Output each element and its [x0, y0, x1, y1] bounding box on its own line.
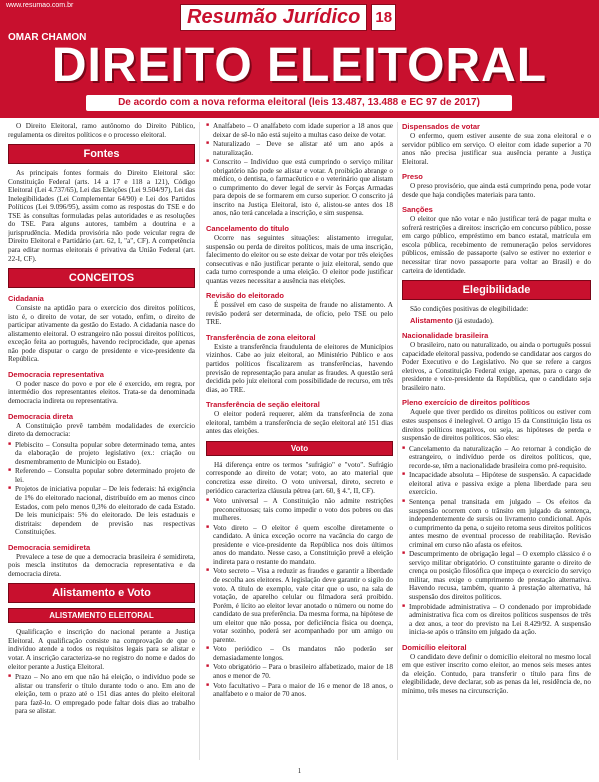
brand-number: 18	[371, 4, 396, 31]
voto-text: Há diferença entre os termos "sufrágio" e "voto". Sufrágio corresponde ao direito de votar; voto, ao ato material que concretiza esse direito. O voto universal, direto, secreto e periódico caracteriza cláusula pétrea (art. 60, § 4.º, II, CF).	[206, 460, 393, 495]
democracia-direta-list	[8, 441, 195, 537]
cancelamento-text: Ocorre nas seguintes situações: alistamento irregular, suspensão ou perda de direitos políticos, mais de uma inscrição, falecimento do eleitor ou se este deixar de votar por três eleições consecutivas e não justificar perante o juiz eleitoral, sendo que cada turno corresponde a uma eleição. O eleitor pode justificar quantas vezes necessitar a ausência nas eleições.	[206, 234, 393, 285]
democracia-representativa-text: O poder nasce do povo e por ele é exercido, em regra, por intermédio dos representantes eleitos. Trata-se da denominada democracia indireta ou representativa.	[8, 379, 195, 406]
democracia-representativa-heading: Democracia representativa	[8, 369, 104, 379]
list-item: ■ Voto secreto – Visa a reduzir as fraudes e garantir a liberdade de escolha aos eleitores. A legislação deve garantir o sigilo do voto. A título de exemplo, vale citar que o uso, na sala de votação, de aparelho celular ou filmadora será proibido. Porém, é lícito ao eleitor levar anotado o número ou nome do candidato de sua preferência. Da mesma forma, na hipótese de um eleitor que não possa, por deficiência física ou doença, votar sozinho, poderá ser acompanhado por um amigo ou parente.	[206, 567, 393, 644]
transferencia-zona-text: Existe a transferência fraudulenta de eleitores de Municípios vizinhos. Cabe ao juiz eleitoral, ao Ministério Público e aos partidos políticos fiscalizarem as transferências, havendo previsão de representação para anular as fraudes. A questão será decidida pelo juiz eleitoral com possibilidade de recurso, em três dias, ao TRE.	[206, 342, 393, 394]
brand-name: Resumão Jurídico	[180, 4, 367, 31]
fontes-text: As principais fontes formais do Direito Eleitoral são: Constituição Federal (arts. 14 a 17 e 118 a 121), Código Eleitoral (Lei 4.737/65), Lei das Eleições (Lei 9.504/97), Lei das Inelegibilidades (Lei Complementar 64/90) e Lei dos Partidos Políticos (Lei 9.096/95), assim como as respostas do TSE e do TSE às consultas formuladas pelas autoridades e as resoluções do TSE. Para alguns autores, também a doutrina e a jurisprudência. Medida provisória não pode veicular regra de Direito Eleitoral e Partidário (art. 62, I, "a", CF). A competência para editar normas eleitorais é privativa da União Federal (art. 22-I, CF).	[8, 169, 195, 263]
democracia-semidireta-heading: Democracia semidireta	[8, 542, 91, 552]
list-item: ■ Naturalizado – Deve se alistar até um ano após a naturalização.	[206, 140, 393, 157]
preso-heading: Preso	[402, 172, 423, 182]
section-conceitos: CONCEITOS	[8, 268, 195, 288]
section-elegibilidade: Elegibilidade	[402, 280, 591, 300]
list-item: ■ Voto facultativo – Para o maior de 16 e menor de 18 anos, o analfabeto e o maior de 70 anos.	[206, 682, 393, 699]
column-2	[206, 122, 393, 762]
site-url[interactable]: www.resumao.com.br	[6, 2, 74, 9]
list-item: ■ Projetos de iniciativa popular – De leis federais: há exigência de 1% do eleitorado nacional, distribuído em ao menos cinco Estados, com pelo menos 0,3% do eleitorado de cada Estado. De leis municipais: 5% do eleitorado. De leis estaduais e distritais: dependem de previsão nas respectivas Constituições.	[8, 485, 195, 536]
list-item: ■ Incapacidade absoluta – Hipótese de suspensão. A capacidade eleitoral ativa e passiva exige a plena liberdade para seu exercício.	[402, 471, 591, 497]
column-1	[8, 122, 195, 762]
list-item: ■ Conscrito – Indivíduo que está cumprindo o serviço militar obrigatório não pode se alistar e votar. A proibição abrange o médico, o dentista, o farmacêutico e o veterinário que alistam o cumprimento do dever legal de servir às Forças Armadas para depois de se formarem em curso superior. O conscrito já inscrito na Justiça Eleitoral, isto é, alistou-se antes dos 18 anos, não terá cancelada a inscrição, e sim suspensa.	[206, 158, 393, 218]
domicilio-text: O candidato deve definir o domicílio eleitoral no mesmo local em que estiver inscrito como eleitor, ao menos seis meses antes da eleição. Contudo, para transferir o título para fins de elegibilidade, deve declarar, sob as penas da lei, residência de, no mínimo, três meses na circunscrição.	[402, 652, 591, 695]
direitos-negativos-list	[402, 445, 591, 637]
pleno-exercicio-heading: Pleno exercício de direitos políticos	[402, 398, 530, 408]
elegibilidade-intro: São condições positivas de elegibilidade:	[410, 305, 529, 314]
revisao-text: É possível em caso de suspeita de fraude no alistamento. A revisão poderá ser determinada, de ofício, pelo TSE ou pelo TRE.	[206, 301, 393, 327]
dispensados-text: O enfermo, quem estiver ausente de sua zona eleitoral e o servidor público em serviço. O eleitor com idade superior a 70 anos não precisa justificar sua ausência perante a Justiça Eleitoral.	[402, 132, 591, 166]
list-item: ■ Improbidade administrativa – O condenado por improbidade administrativa fica com os direitos políticos suspensos de três a dez anos, a teor do previsto na Lei 8.429/92. A suspensão inicia-se após o trânsito em julgado da ação.	[402, 603, 591, 637]
header-banner	[0, 0, 599, 118]
list-item: ■ Referendo – Consulta popular sobre determinado projeto de lei.	[8, 467, 195, 484]
transferencia-secao-text: O eleitor poderá requerer, além da transferência de zona eleitoral, também a transferência de seção eleitoral até 151 dias antes das eleições.	[206, 410, 393, 436]
cidadania-heading: Cidadania	[8, 294, 44, 304]
column-divider	[199, 122, 200, 760]
list-item: ■ Voto periódico – Os mandatos não poderão ser demasiadamente longos.	[206, 645, 393, 662]
intro-text: O Direito Eleitoral, ramo autônomo do Direito Público, regulamenta os direitos políticos e o processo eleitoral.	[8, 122, 195, 139]
list-item: ■ Cancelamento da naturalização – Ao retornar à condição de estrangeiro, o indivíduo perde os direitos políticos, que, recorde-se, têm a nacionalidade brasileira como pré-requisito.	[402, 445, 591, 471]
page-subtitle: De acordo com a nova reforma eleitoral (leis 13.487, 13.488 e EC 97 de 2017)	[86, 95, 512, 111]
list-item: ■ Voto obrigatório – Para o brasileiro alfabetizado, maior de 18 anos e menor de 70.	[206, 663, 393, 680]
dispensados-heading: Dispensados de votar	[402, 122, 480, 131]
list-item: ■ Sentença penal transitada em julgado – Os efeitos da suspensão ocorrem com o trânsito em julgado da sentença, independentemente de sursis ou livramento condicional. Após o cumprimento da pena, o sujeito retoma seus direitos políticos antes mesmo de eventual processo de reabilitação. Revisão criminal em curso não afasta os efeitos.	[402, 498, 591, 549]
democracia-semidireta-text: Prevalece a tese de que a democracia brasileira é semidireta, pois mescla institutos da democracia representativa e da democracia direta.	[8, 552, 195, 578]
brand-logo	[180, 4, 396, 30]
list-item: ■ Descumprimento de obrigação legal – O exemplo clássico é o serviço militar obrigatório. O constituinte garante o direito de crença ou posição filosófica que impeça o exercício do serviço militar, mas exige o cumprimento de prestação alternativa. Havendo recusa, também, quanto à prestação alternativa, há suspensão dos direitos políticos.	[402, 550, 591, 601]
alistamento-text: Qualificação e inscrição do nacional perante a Justiça Eleitoral. A qualificação consiste na comprovação de que o indivíduo atende a todos os requisitos legais para se alistar e votar. A inscrição caracteriza-se no registro do nome e dados do eleitor perante a Justiça Eleitoral.	[8, 628, 195, 671]
list-item: ■ Prazo – No ano em que não há eleição, o indivíduo pode se alistar ou transferir o título durante todo o ano. Em ano de eleição, tem o prazo até o 151 dias antes do pleito eleitoral para fazê-lo. O empregado pode faltar dois dias ao trabalho para se alistar.	[8, 673, 195, 716]
page-number: 1	[297, 767, 302, 775]
preso-text: O preso provisório, que ainda está cumprindo pena, pode votar desde que haja condições materiais para tanto.	[402, 182, 591, 199]
revisao-heading: Revisão do eleitorado	[206, 291, 284, 301]
list-item: ■ Plebiscito – Consulta popular sobre determinado tema, antes da elaboração de projeto legislativo (ex.: criação ou desmembramento de Município ou Estado).	[8, 441, 195, 467]
section-fontes: Fontes	[8, 144, 195, 164]
pleno-exercicio-text: Aquele que tiver perdido os direitos políticos ou estiver com estes suspensos é inelegível. O artigo 15 da Constituição lista os direitos políticos negativos, ou seja, as hipóteses de perda e suspensão de direitos políticos. São eles:	[402, 408, 591, 443]
author-name: OMAR CHAMON	[8, 32, 87, 43]
alistamento-eleitoral-heading: ALISTAMENTO ELEITORAL	[8, 608, 195, 623]
list-item: ■ Voto universal – A Constituição não admite restrições preconceituosas; tais como impedir o voto dos pobres ou das mulheres.	[206, 497, 393, 523]
list-item: ■ Analfabeto – O analfabeto com idade superior a 18 anos que deixar de sê-lo não está sujeito a multas caso deixe de votar.	[206, 122, 393, 139]
democracia-direta-heading: Democracia direta	[8, 411, 74, 421]
alistamento-line	[402, 316, 591, 326]
alistamento-heading: Alistamento	[410, 315, 453, 325]
section-voto: Voto	[206, 441, 393, 456]
sancoes-heading: Sanções	[402, 205, 433, 215]
cidadania-text: Consiste na aptidão para o exercício dos direitos políticos, isto é, o direito de votar, de ser votado, enfim, o direito de participar ativamente da gestão do Estado. A cidadania nasce do alistamento eleitoral. O estrangeiro não possui direitos políticos, exceção feita ao português, havendo reciprocidade, que apenas não pode disputar o cargo de presidente e vice-presidente da República.	[8, 304, 195, 364]
transferencia-zona-heading: Transferência de zona eleitoral	[206, 332, 316, 342]
alistamento-list	[8, 673, 195, 716]
cancelamento-heading: Cancelamento do título	[206, 224, 289, 234]
voto-list	[206, 497, 393, 699]
transferencia-secao-heading: Transferência de seção eleitoral	[206, 400, 320, 410]
column-3	[402, 122, 591, 762]
nacionalidade-text: O brasileiro, nato ou naturalizado, ou ainda o português possui capacidade eleitoral passiva, podendo se candidatar aos cargos do Poder Executivo e do Legislativo. No que se refere a cargos eletivos, a Constituição Federal exige, apenas, para o cargo de presidente e vice-presidente da República, que o candidato seja brasileiro nato.	[402, 341, 591, 392]
section-alistamento-voto: Alistamento e Voto	[8, 583, 195, 603]
alistamento-cases-list	[206, 122, 393, 218]
democracia-direta-text: A Constituição prevê também modalidades de exercício direto da democracia:	[8, 421, 195, 439]
nacionalidade-heading: Nacionalidade brasileira	[402, 331, 489, 341]
sancoes-text: O eleitor que não votar e não justificar terá de pagar multa e sofrerá restrições a direitos: inscrição em concurso público, posse em cargo público, empréstimo em banco estatal, matrícula em escola pública, recebimento de remuneração pelos servidores públicos, emissão de passaporte (salvo se estiver no exterior e necessitar tirar novo passaporte para voltar ao Brasil) e do carteira de identidade.	[402, 215, 591, 275]
domicilio-heading: Domicílio eleitoral	[402, 642, 467, 652]
column-divider	[397, 122, 398, 760]
page-title: DIREITO ELEITORAL	[51, 39, 548, 92]
list-item: ■ Voto direto – O eleitor é quem escolhe diretamente o candidato. A única exceção ocorre na vacância do cargo de presidente e vice-presidente da República nos dois últimos anos do mandato. Nesse caso, a Constituição prevê a eleição indireta para o restante do mandato.	[206, 524, 393, 567]
alistamento-note: (já estudado).	[454, 316, 494, 325]
